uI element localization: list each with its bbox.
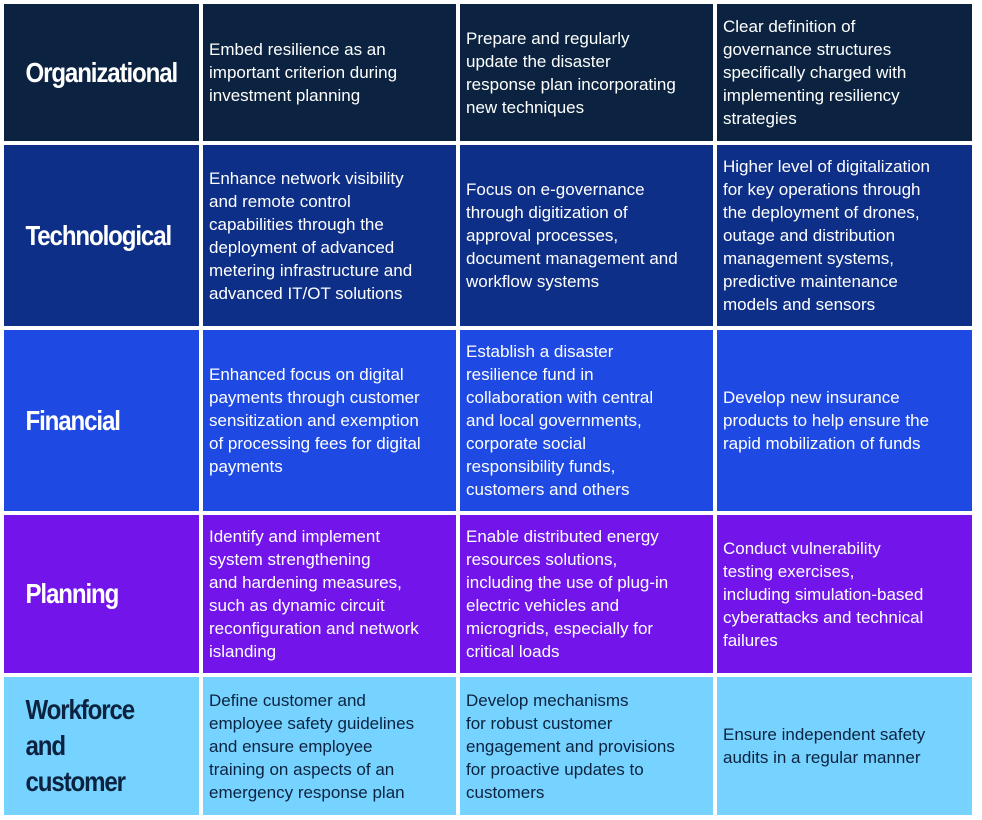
table-cell: Clear definition of governance structures specifically charged with implementing resiliency strategies bbox=[717, 4, 972, 141]
category-label: Workforce and customer bbox=[25, 694, 135, 797]
table-cell: Enable distributed energy resources solutions, including the use of plug-in electric vehicles and microgrids, especially for critical loads bbox=[460, 515, 713, 673]
resilience-measures-table bbox=[4, 4, 972, 815]
category-technological bbox=[4, 145, 199, 326]
table-cell: Embed resilience as an important criterion during investment planning bbox=[203, 4, 456, 141]
table-cell: Ensure independent safety audits in a regular manner bbox=[717, 677, 972, 815]
table-cell: Develop mechanisms for robust customer engagement and provisions for proactive updates to customers bbox=[460, 677, 713, 815]
category-financial bbox=[4, 330, 199, 511]
category-label: Financial bbox=[25, 404, 120, 436]
table-cell: Prepare and regularly update the disaster response plan incorporating new techniques bbox=[460, 4, 713, 141]
category-label: Planning bbox=[25, 578, 119, 609]
category-organizational bbox=[4, 4, 199, 141]
table-cell: Enhanced focus on digital payments through customer sensitization and exemption of processing fees for digital payments bbox=[203, 330, 456, 511]
table-cell: Focus on e-governance through digitization of approval processes, document management and workflow systems bbox=[460, 145, 713, 326]
table-cell: Develop new insurance products to help ensure the rapid mobilization of funds bbox=[717, 330, 972, 511]
table-cell: Identify and implement system strengthening and hardening measures, such as dynamic circuit reconfiguration and network islanding bbox=[203, 515, 456, 673]
table-cell: Establish a disaster resilience fund in collaboration with central and local governments, corporate social responsibility funds, customers and others bbox=[460, 330, 713, 511]
table-cell: Higher level of digitalization for key operations through the deployment of drones, outage and distribution management systems, predictive maintenance models and sensors bbox=[717, 145, 972, 326]
table-cell: Enhance network visibility and remote control capabilities through the deployment of advanced metering infrastructure and advanced IT/OT solutions bbox=[203, 145, 456, 326]
category-workforce-and-customer bbox=[4, 677, 199, 815]
category-label: Technological bbox=[25, 219, 172, 251]
table-cell: Conduct vulnerability testing exercises, including simulation-based cyberattacks and technical failures bbox=[717, 515, 972, 673]
table-cell: Define customer and employee safety guidelines and ensure employee training on aspects of an emergency response plan bbox=[203, 677, 456, 815]
category-planning bbox=[4, 515, 199, 673]
category-label: Organizational bbox=[25, 56, 178, 88]
